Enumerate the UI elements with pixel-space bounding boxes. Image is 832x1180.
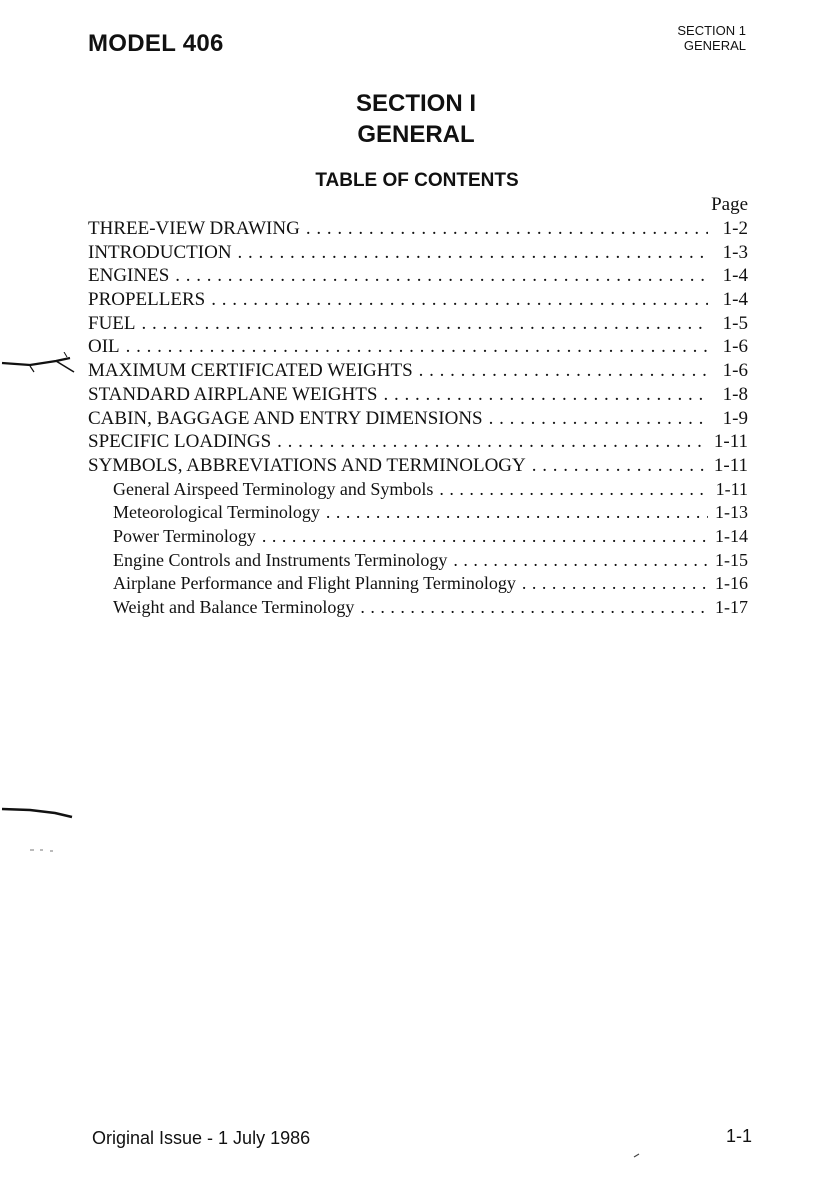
toc-page-column-header: Page <box>711 194 748 215</box>
scan-speck <box>28 846 58 854</box>
toc-entry[interactable] <box>88 335 748 359</box>
toc-subentry[interactable] <box>88 549 748 573</box>
page-number: 1-1 <box>725 1126 752 1146</box>
toc-subentry[interactable] <box>88 572 748 596</box>
toc-leader-dots <box>439 478 708 502</box>
toc-heading: TABLE OF CONTENTS <box>315 170 519 191</box>
toc-leader-dots <box>142 312 709 336</box>
toc-leader-dots <box>126 335 708 359</box>
toc-entry-label: INTRODUCTION <box>88 241 232 263</box>
toc-entry[interactable] <box>88 264 748 288</box>
toc-entry[interactable] <box>88 241 748 265</box>
toc-leader-dots <box>522 572 708 596</box>
toc-leader-dots <box>532 454 708 478</box>
toc-entry-label: General Airspeed Terminology and Symbols <box>113 478 434 499</box>
toc-entry-label: THREE-VIEW DRAWING <box>88 218 300 239</box>
toc-leader-dots <box>326 501 708 525</box>
toc-entry-page: 1-11 <box>715 478 748 499</box>
toc-subentry[interactable] <box>88 478 748 502</box>
model-title: MODEL 406 <box>88 30 224 57</box>
toc-entry-label: Meteorological Terminology <box>113 502 320 523</box>
toc-leader-dots <box>211 288 708 312</box>
toc-entry-label: Power Terminology <box>113 525 256 546</box>
toc-entry-page: 1-11 <box>713 454 748 476</box>
issue-date: Original Issue - 1 July 1986 <box>92 1128 311 1148</box>
toc-leader-dots <box>360 596 708 620</box>
toc-entry-page: 1-4 <box>722 265 748 287</box>
section-name-label: GENERAL <box>683 38 746 53</box>
toc-entry[interactable] <box>88 407 748 431</box>
toc-subentry[interactable] <box>88 525 748 549</box>
toc-entry-label: MAXIMUM CERTIFICATED WEIGHTS <box>88 360 413 382</box>
toc-leader-dots <box>453 549 708 573</box>
toc-leader-dots <box>238 241 708 265</box>
toc-subentry[interactable] <box>88 501 748 525</box>
toc-leader-dots <box>306 217 708 241</box>
toc-leader-dots <box>419 359 708 383</box>
toc-leader-dots <box>383 383 708 407</box>
toc-entry-label: FUEL <box>88 312 136 334</box>
table-of-contents <box>88 217 748 620</box>
toc-entry-label: ENGINES <box>88 265 170 287</box>
toc-entry[interactable] <box>88 430 748 454</box>
toc-entry-page: 1-15 <box>715 549 748 570</box>
toc-entry-page: 1-4 <box>722 289 748 311</box>
toc-entry-page: 1-3 <box>722 241 748 263</box>
toc-entry-label: Engine Controls and Instruments Terminology <box>113 549 448 570</box>
toc-entry-page: 1-9 <box>722 407 748 429</box>
toc-entry-page: 1-16 <box>715 573 748 594</box>
toc-entry[interactable] <box>88 312 748 336</box>
scan-artifact-mark <box>0 804 80 820</box>
section-number-label: SECTION 1 <box>677 23 746 38</box>
toc-entry[interactable] <box>88 383 748 407</box>
toc-entry-page: 1-11 <box>713 431 748 453</box>
scan-speck <box>632 1150 642 1160</box>
toc-entry-label: SYMBOLS, ABBREVIATIONS AND TERMINOLOGY <box>88 454 526 476</box>
toc-entry-page: 1-5 <box>722 312 748 334</box>
toc-entry-label: PROPELLERS <box>88 289 206 311</box>
section-corner-label <box>677 23 746 53</box>
toc-entry[interactable] <box>88 359 748 383</box>
toc-entry-label: Weight and Balance Terminology <box>113 597 355 617</box>
section-title <box>0 88 832 150</box>
toc-leader-dots <box>277 430 708 454</box>
toc-leader-dots <box>175 264 708 288</box>
toc-leader-dots <box>489 407 708 431</box>
toc-leader-dots <box>262 525 708 549</box>
section-title-line2: GENERAL <box>357 121 475 148</box>
section-title-line1: SECTION I <box>355 90 476 117</box>
toc-entry[interactable] <box>88 454 748 478</box>
toc-entry-label: Airplane Performance and Flight Planning Terminology <box>113 573 516 594</box>
toc-entry-page: 1-6 <box>722 336 748 358</box>
toc-entry-page: 1-13 <box>715 502 748 523</box>
toc-entry-label: OIL <box>88 336 120 358</box>
toc-entry-page: 1-17 <box>715 597 748 617</box>
toc-entry-page: 1-2 <box>722 218 748 239</box>
toc-entry-label: STANDARD AIRPLANE WEIGHTS <box>88 383 378 405</box>
revision-mark <box>0 352 80 382</box>
toc-entry-label: SPECIFIC LOADINGS <box>88 431 272 453</box>
toc-entry-page: 1-6 <box>722 360 748 382</box>
toc-subentry[interactable] <box>88 596 748 620</box>
toc-entry[interactable] <box>88 217 748 241</box>
toc-entry-page: 1-14 <box>715 525 748 546</box>
toc-entry[interactable] <box>88 288 748 312</box>
toc-entry-label: CABIN, BAGGAGE AND ENTRY DIMENSIONS <box>88 407 483 429</box>
toc-entry-page: 1-8 <box>722 383 748 405</box>
